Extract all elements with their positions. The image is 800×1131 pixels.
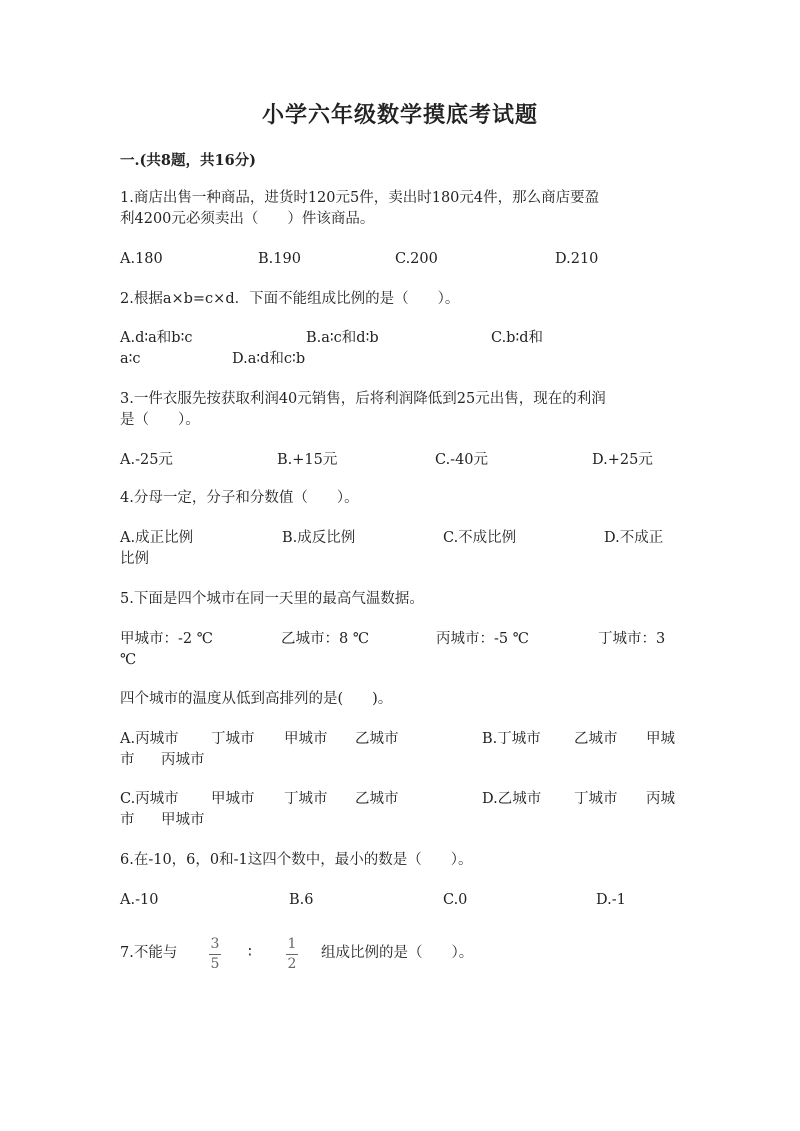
q4-option-b[interactable]: B.成反比例 <box>282 530 356 546</box>
q6-option-d[interactable]: D.-1 <box>596 892 626 908</box>
q2-option-c-wrap[interactable]: a∶c <box>120 351 141 367</box>
q7-ratio-colon: ∶ <box>248 945 252 961</box>
q2-stem: 2.根据a×b=c×d．下面不能组成比例的是（ ）。 <box>120 291 460 307</box>
q5-temp-yi: 乙城市：8 ℃ <box>281 631 370 647</box>
q5-temp-ding: 丁城市：3 <box>598 631 666 647</box>
q5-option-b-wrap1: 市 <box>120 752 135 768</box>
q3-option-c[interactable]: C.-40元 <box>435 452 489 468</box>
q5-temp-unit-wrap: ℃ <box>120 652 137 668</box>
q1-option-d[interactable]: D.210 <box>555 251 599 267</box>
fraction-denominator: 5 <box>210 956 220 972</box>
q5-option-a-item2: 丁城市 <box>211 731 255 747</box>
q2-option-c[interactable]: C.b∶d和 <box>491 330 544 346</box>
q5-temp-jia: 甲城市：-2 ℃ <box>120 631 213 647</box>
fraction-bar <box>286 954 298 955</box>
q2-option-a[interactable]: A.d∶a和b∶c <box>120 330 193 346</box>
q5-option-b-wrap2: 丙城市 <box>161 752 205 768</box>
q7-stem-prefix: 7.不能与 <box>120 945 178 961</box>
q1-option-a[interactable]: A.180 <box>120 251 163 267</box>
q5-option-d-wrap2: 甲城市 <box>161 812 205 828</box>
q5-temp-bing: 丙城市：-5 ℃ <box>436 631 529 647</box>
fraction-denominator: 2 <box>287 956 297 972</box>
q3-stem-line1: 3.一件衣服先按获取利润40元销售，后将利润降低到25元出售，现在的利润 <box>120 391 606 407</box>
q5-option-c-item3: 丁城市 <box>284 791 328 807</box>
q2-option-d[interactable]: D.a∶d和c∶b <box>232 351 306 367</box>
q4-option-d-wrap[interactable]: 比例 <box>120 551 149 567</box>
q3-option-a[interactable]: A.-25元 <box>120 452 173 468</box>
q5-option-d[interactable]: D.乙城市 <box>482 791 542 807</box>
q3-option-b[interactable]: B.+15元 <box>277 452 338 468</box>
fraction-numerator: 1 <box>287 936 297 952</box>
q5-option-a[interactable]: A.丙城市 <box>120 731 179 747</box>
q6-stem: 6.在-10，6，0和-1这四个数中，最小的数是（ ）。 <box>120 852 473 868</box>
q1-stem-line2: 利4200元必须卖出（ ）件该商品。 <box>120 211 375 227</box>
fraction-bar <box>209 954 221 955</box>
q7-fraction-one-half <box>286 936 298 973</box>
q6-option-a[interactable]: A.-10 <box>120 892 159 908</box>
q6-option-b[interactable]: B.6 <box>289 892 314 908</box>
q5-option-c-item2: 甲城市 <box>211 791 255 807</box>
q5-option-d-wrap1: 市 <box>120 812 135 828</box>
q5-question: 四个城市的温度从低到高排列的是( )。 <box>120 691 393 707</box>
q7-fraction-three-fifths <box>209 936 221 973</box>
q5-option-b[interactable]: B.丁城市 <box>482 731 541 747</box>
q3-stem-line2: 是（ ）。 <box>120 412 200 428</box>
q5-option-d-item3: 丙城 <box>646 791 675 807</box>
q6-option-c[interactable]: C.0 <box>443 892 468 908</box>
q7-stem-suffix: 组成比例的是（ ）。 <box>321 945 474 961</box>
q4-stem: 4.分母一定，分子和分数值（ ）。 <box>120 490 359 506</box>
section-heading: 一.(共8题，共16分) <box>120 152 257 169</box>
q5-option-a-item3: 甲城市 <box>284 731 328 747</box>
fraction-numerator: 3 <box>210 936 220 952</box>
q4-option-d[interactable]: D.不成正 <box>604 530 664 546</box>
q2-option-b[interactable]: B.a∶c和d∶b <box>306 330 379 346</box>
q3-option-d[interactable]: D.+25元 <box>592 452 653 468</box>
q1-stem-line1: 1.商店出售一种商品，进货时120元5件，卖出时180元4件，那么商店要盈 <box>120 190 600 206</box>
q1-option-c[interactable]: C.200 <box>395 251 438 267</box>
q4-option-c[interactable]: C.不成比例 <box>443 530 517 546</box>
q5-option-b-item3: 甲城 <box>646 731 675 747</box>
q5-option-c-item4: 乙城市 <box>355 791 399 807</box>
q1-option-b[interactable]: B.190 <box>258 251 301 267</box>
q5-option-a-item4: 乙城市 <box>355 731 399 747</box>
q4-option-a[interactable]: A.成正比例 <box>120 530 194 546</box>
q5-option-c[interactable]: C.丙城市 <box>120 791 179 807</box>
q5-option-b-item2: 乙城市 <box>574 731 618 747</box>
q5-stem: 5.下面是四个城市在同一天里的最高气温数据。 <box>120 591 424 607</box>
exam-title: 小学六年级数学摸底考试题 <box>261 102 538 128</box>
q5-option-d-item2: 丁城市 <box>574 791 618 807</box>
